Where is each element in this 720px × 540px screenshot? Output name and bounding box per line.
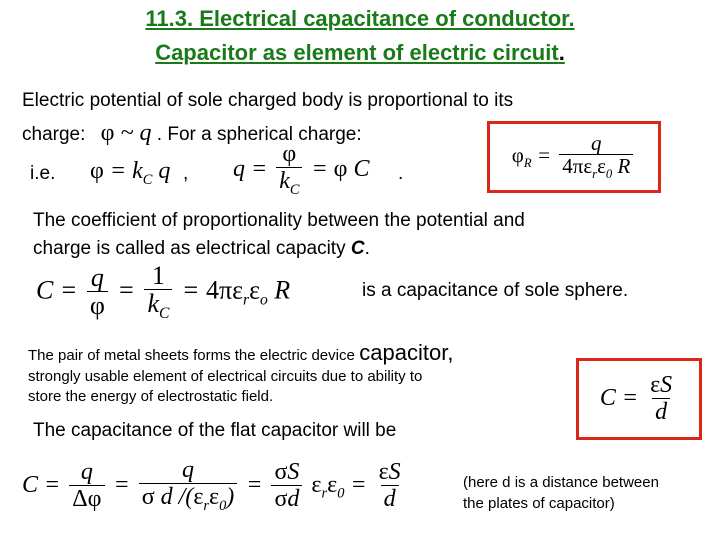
para1-charge-label: charge: — [22, 124, 86, 145]
capacitor-line1 — [28, 340, 453, 366]
comma: , — [183, 163, 189, 184]
capacitor-word: capacitor — [359, 340, 448, 365]
capacitor-line3-text: store the energy of electrostatic field — [28, 388, 269, 405]
flat-capacitor-box — [576, 358, 702, 440]
flat-heading: The capacitance of the flat capacitor will be — [33, 420, 397, 441]
page-subtitle — [0, 40, 720, 66]
para2-period: . — [364, 238, 370, 259]
page-title — [0, 6, 720, 32]
capacity-symbol: C — [350, 238, 365, 259]
sphere-potential-box — [487, 121, 661, 193]
para2-text: charge is called as electrical capacity — [33, 238, 346, 259]
flat-capacitor-formula: C = $\frac{\varepsilon S}{d}$ — [599, 371, 673, 425]
charge-formula: q = $\frac{\varphi}{k_C}$ = φ C — [233, 141, 370, 198]
capacitor-line3-period: . — [268, 388, 274, 405]
title-period: . — [558, 40, 565, 65]
capacitor-line2: strongly usable element of electrical circuits due to ability to — [28, 368, 423, 385]
sphere-potential-formula: $\varphi_R$ = $\frac{q}{4\pi\varepsilon_r\varepsilon_0 R}$ — [512, 132, 637, 182]
title-line1: 11.3. Electrical capacitance of conductor. — [145, 6, 575, 31]
period: . — [398, 163, 404, 184]
para1-line1: Electric potential of sole charged body is proportional to its — [22, 90, 514, 111]
para1-spherical-label: . For a spherical charge: — [156, 124, 362, 145]
capacitor-comma: , — [447, 340, 454, 365]
flat-derivation-formula: C = $\frac{q}{\Delta\varphi}$ = $\frac{q}{\sigma d /(\varepsilon_r\varepsilon_0)}$ = $\frac{\sigma S}{\sigma d}$ $\varepsilon_r\varepsilon_0$ = $\frac{\varepsilon S}{d}$ — [22, 457, 401, 514]
proportionality-formula: φ ~ q — [100, 120, 152, 146]
sphere-note: is a capacitance of sole sphere. — [362, 280, 629, 301]
para2-line2 — [33, 238, 370, 260]
title-line2: Capacitor as element of electric circuit — [155, 40, 559, 65]
capacitor-line1-text: The pair of metal sheets forms the electric device — [28, 347, 355, 364]
ie-label: i.e. — [30, 163, 56, 184]
note-line1: (here d is a distance between — [463, 474, 659, 491]
para2-line1: The coefficient of proportionality between the potential and — [33, 210, 525, 231]
capacitor-line3 — [28, 388, 273, 405]
note-line2: the plates of capacitor) — [463, 495, 615, 512]
sphere-capacitance-formula: C = $\frac{q}{\varphi}$ = $\frac{1}{k_C}$ = $4\pi\varepsilon_r\varepsilon_o$ R — [36, 261, 291, 323]
potential-formula: $\varphi = k_C$ q — [90, 158, 171, 188]
